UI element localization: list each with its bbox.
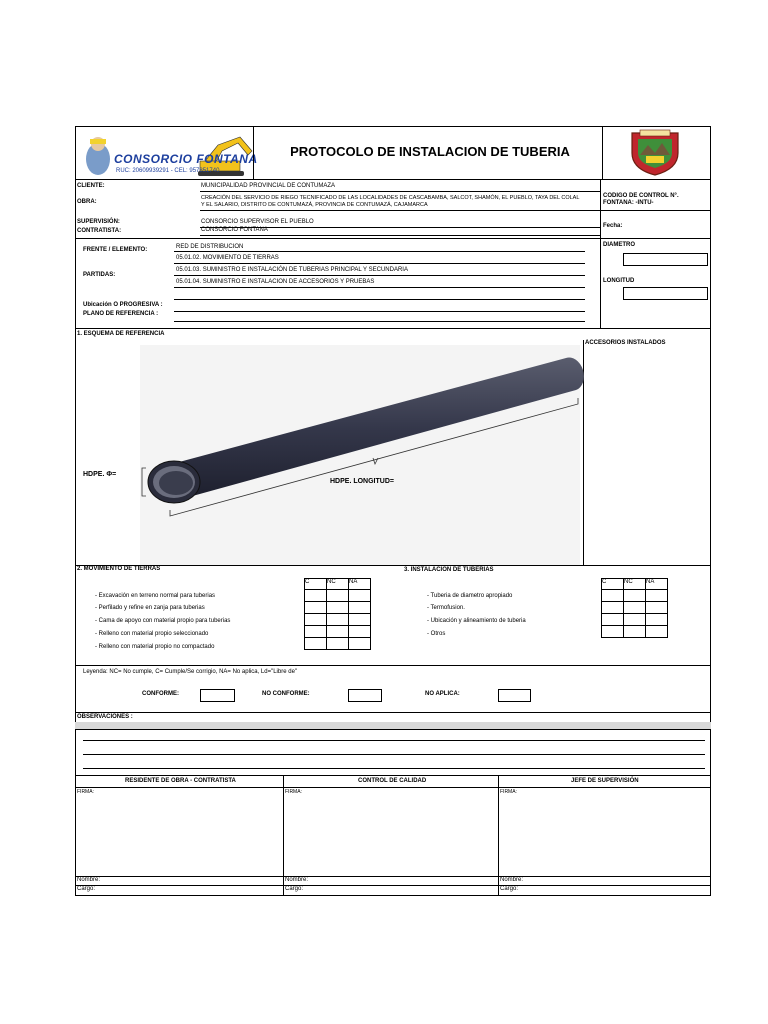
observaciones-label: OBSERVACIONES : (77, 714, 133, 720)
no-aplica-box[interactable] (498, 689, 531, 702)
supervision-label: SUPERVISIÓN: (77, 219, 120, 225)
diametro-label: DIAMETRO (603, 242, 635, 248)
obra-value-line2: Y EL SALARIO, DISTRITO DE CONTUMAZÁ, PROVINCIA DE CONTUMAZÁ, CAJAMARCA (201, 202, 428, 208)
supervision-value: CONSORCIO SUPERVISOR EL PUEBLO (201, 219, 314, 225)
municipal-shield-icon (628, 129, 682, 177)
firma-col1: FIRMA: (77, 789, 94, 795)
cargo-col2: Cargo: (285, 886, 304, 892)
firma-col3-title: JEFE DE SUPERVISIÓN (571, 778, 639, 784)
col-na: NA (349, 579, 371, 590)
pipe-illustration (80, 340, 585, 565)
observaciones-header-band (75, 722, 711, 729)
firma-col1-title: RESIDENTE DE OBRA - CONTRATISTA (125, 778, 236, 784)
col-c: C (305, 579, 327, 590)
col-nc: NC (327, 579, 349, 590)
fecha-label: Fecha: (603, 223, 623, 229)
col-na: NA (646, 579, 668, 590)
movimiento-item-1: - Excavación en terreno normal para tuberias (95, 593, 216, 599)
conforme-label: CONFORME: (142, 691, 179, 697)
frente-label: FRENTE / ELEMENTO: (83, 247, 148, 253)
contratista-value: CONSORCIO FONTANA (201, 227, 268, 233)
nombre-col3: Nombre: (500, 877, 524, 883)
partidas-label: PARTIDAS: (83, 272, 116, 278)
diametro-input[interactable] (623, 253, 708, 266)
obra-label: OBRA: (77, 199, 97, 205)
col-c: C (602, 579, 624, 590)
company-name: CONSORCIO FONTANA (114, 152, 258, 166)
instalacion-item-4: - Otros (427, 631, 446, 637)
nombre-col1: Nombre: (77, 877, 101, 883)
partida-1: 05.01.02. MOVIMIENTO DE TIERRAS (176, 255, 279, 261)
movimiento-item-4: - Relleno con material propio seleccionado (95, 631, 209, 637)
firma-col2-title: CONTROL DE CALIDAD (358, 778, 427, 784)
company-logo (80, 131, 258, 179)
instalacion-grid[interactable] (601, 578, 668, 638)
diametro-pipe-label: HDPE. Φ= (83, 471, 117, 478)
partida-3: 05.01.04. SUMINISTRO E INSTALACION DE ACCESORIOS Y PRUEBAS (176, 279, 375, 285)
movimiento-item-5: - Relleno con material propio no compactado (95, 644, 215, 650)
contratista-label: CONTRATISTA: (77, 228, 122, 234)
col-nc: NC (624, 579, 646, 590)
cargo-col3: Cargo: (500, 886, 519, 892)
ubicacion-label: Ubicación O PROGRESIVA : (83, 302, 163, 308)
longitud-pipe-label: HDPE. LONGITUD= (330, 478, 394, 485)
movimiento-item-3: - Cama de apoyo con material propio para tuberias (95, 618, 231, 624)
cliente-value: MUNICIPALIDAD PROVINCIAL DE CONTUMAZA (201, 183, 336, 189)
page-title: PROTOCOLO DE INSTALACION DE TUBERIA (290, 144, 570, 159)
leyenda-text: Leyenda: NC= No cumple, C= Cumple/Se corrigio, NA= No aplica, Ld="Libre de" (83, 669, 298, 675)
frente-value: RED DE DISTRIBUCION (176, 244, 244, 250)
firma-col3: FIRMA: (500, 789, 517, 795)
instalacion-item-2: - Termofusion. (427, 605, 465, 611)
firma-col2: FIRMA: (285, 789, 302, 795)
plano-label: PLANO DE REFERENCIA : (83, 311, 159, 317)
instalacion-title: 3. INSTALACIÓN DE TUBERIAS (404, 567, 494, 573)
cliente-label: CLIENTE: (77, 183, 105, 189)
instalacion-item-1: - Tuberia de diametro apropiado (427, 593, 513, 599)
codigo-label-2: FONTANA: -INTU- (603, 200, 654, 206)
nombre-col2: Nombre: (285, 877, 309, 883)
longitud-label: LONGITUD (603, 278, 635, 284)
codigo-label-1: CODIGO DE CONTROL N°. (603, 193, 679, 199)
partida-2: 05.01.03. SUMINISTRO E INSTALACIÓN DE TUBERIAS PRINCIPAL Y SECUNDARIA (176, 267, 408, 273)
cargo-col1: Cargo: (77, 886, 96, 892)
movimiento-grid[interactable] (304, 578, 371, 650)
esquema-title: 1. ESQUEMA DE REFERENCIA (77, 331, 165, 337)
no-conforme-box[interactable] (348, 689, 382, 702)
obra-value-line1: CREACIÓN DEL SERVICIO DE RIEGO TECNIFICADO DE LAS LOCALIDADES DE CASCABAMBA, SALCOT, SHAMÓN, EL PUEBLO, TAYA DEL COLAL (201, 195, 580, 201)
conforme-box[interactable] (200, 689, 235, 702)
no-conforme-label: NO CONFORME: (262, 691, 310, 697)
accesorios-title: ACCESORIOS INSTALADOS (585, 340, 666, 346)
movimiento-title: 2. MOVIMIENTO DE TIERRAS (77, 566, 161, 572)
no-aplica-label: NO APLICA: (425, 691, 460, 697)
longitud-input[interactable] (623, 287, 708, 300)
movimiento-item-2: - Perfilado y refine en zanja para tuberias (95, 605, 205, 611)
instalacion-item-3: - Ubicación y alineamiento de tuberia (427, 618, 526, 624)
company-ruc: RUC: 20609939291 - CEL: 957851740 (116, 168, 220, 174)
